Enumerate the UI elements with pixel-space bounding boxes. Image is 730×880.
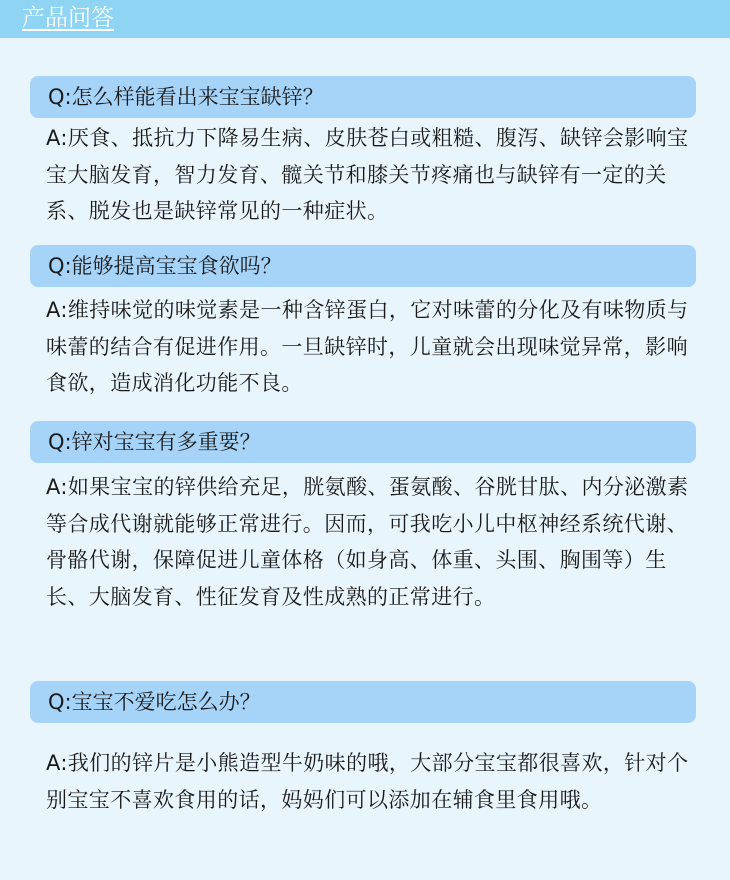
faq-question-3: Q:锌对宝宝有多重要？ <box>30 421 696 463</box>
faq-answer-3: A:如果宝宝的锌供给充足，胱氨酸、蛋氨酸、谷胱甘肽、内分泌激素等合成代谢就能够正常进行。因而，可我吃小儿中枢神经系统代谢、骨骼代谢，保障促进儿童体格（如身高、体重、头围、胸围等）生长、大脑发育、性征发育及性成熟的正常进行。 <box>46 475 689 609</box>
faq-answer-2: A:维持味觉的味觉素是一种含锌蛋白，它对味蕾的分化及有味物质与味蕾的结合有促进作用。一旦缺锌时，儿童就会出现味觉异常，影响食欲，造成消化功能不良。 <box>46 298 689 395</box>
faq-question-2: Q:能够提高宝宝食欲吗？ <box>30 245 696 287</box>
faq-question-4: Q:宝宝不爱吃怎么办？ <box>30 681 696 723</box>
faq-answer-4: A:我们的锌片是小熊造型牛奶味的哦，大部分宝宝都很喜欢，针对个别宝宝不喜欢食用的话，妈妈们可以添加在辅食里食用哦。 <box>46 751 689 812</box>
section-header <box>0 0 730 38</box>
section-title: 产品问答 <box>22 5 114 31</box>
faq-answer-1: A:厌食、抵抗力下降易生病、皮肤苍白或粗糙、腹泻、缺锌会影响宝宝大脑发育，智力发育、髋关节和膝关节疼痛也与缺锌有一定的关系、脱发也是缺锌常见的一种症状。 <box>46 126 689 223</box>
faq-question-1: Q:怎么样能看出来宝宝缺锌？ <box>30 76 696 118</box>
